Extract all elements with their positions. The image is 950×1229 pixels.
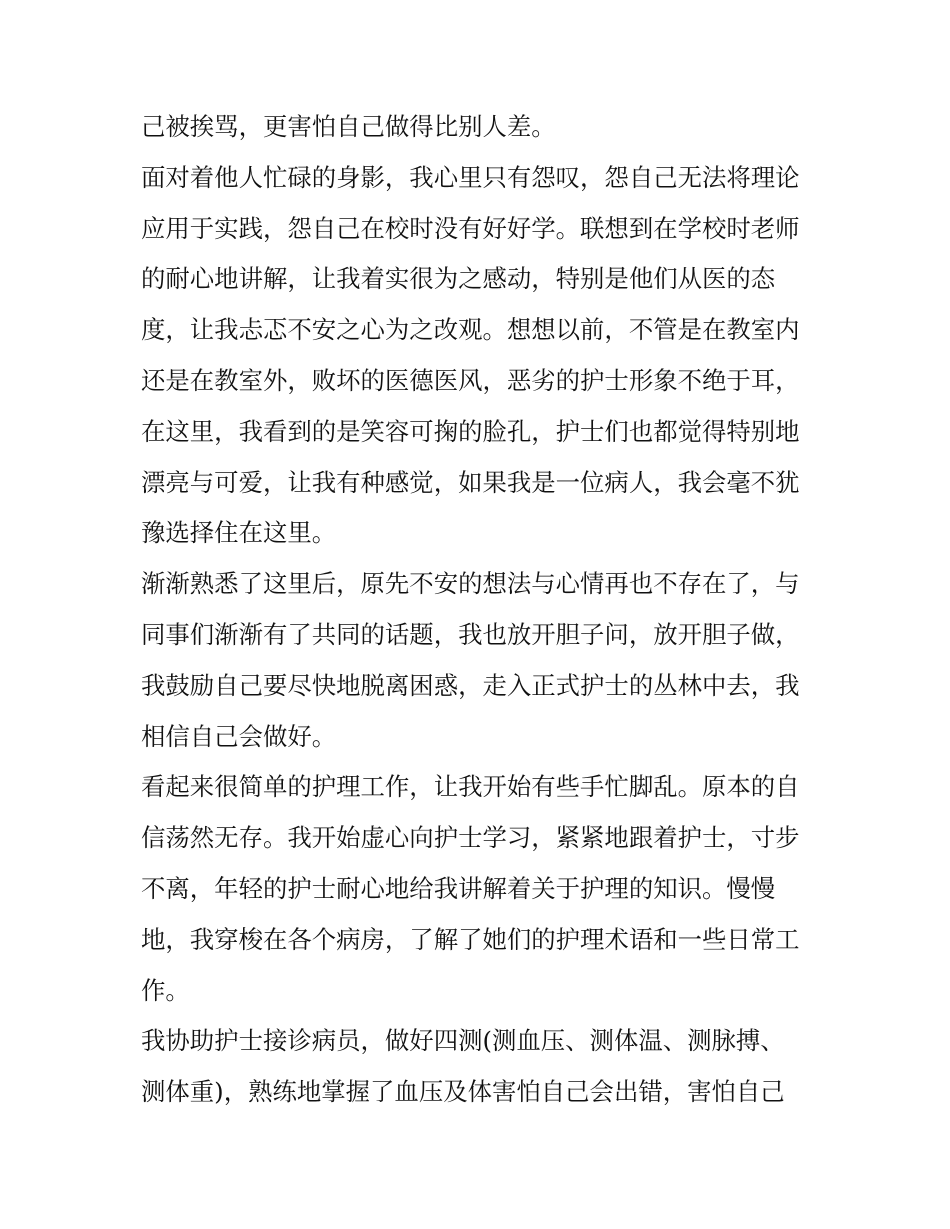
text-line: 同事们渐渐有了共同的话题，我也放开胆子问，放开胆子做，: [141, 619, 800, 649]
text-line: 应用于实践，怨自己在校时没有好好学。联想到在学校时老师: [141, 213, 800, 243]
text-line: 相信自己会做好。: [141, 721, 337, 751]
body-text: [141, 102, 816, 1118]
text-line: 渐渐熟悉了这里后，原先不安的想法与心情再也不存在了，与: [141, 569, 800, 599]
text-line: 在这里，我看到的是笑容可掬的脸孔，护士们也都觉得特别地: [141, 416, 800, 446]
text-line: 的耐心地讲解，让我着实很为之感动，特别是他们从医的态: [141, 264, 776, 294]
text-line: 不离，年轻的护士耐心地给我讲解着关于护理的知识。慢慢: [141, 873, 776, 903]
text-line: 测体重)，熟练地掌握了血压及体害怕自己会出错，害怕自己: [141, 1077, 785, 1107]
text-line: 己被挨骂，更害怕自己做得比别人差。: [141, 112, 556, 141]
text-line: 信荡然无存。我开始虚心向护士学习，紧紧地跟着护士，寸步: [141, 823, 800, 853]
text-line: 作。: [141, 975, 190, 1005]
text-line: 我协助护士接诊病员，做好四测(测血压、测体温、测脉搏、: [141, 1026, 785, 1056]
text-line: 我鼓励自己要尽快地脱离困惑，走入正式护士的丛林中去，我: [141, 670, 800, 700]
text-line: 度，让我忐忑不安之心为之改观。想想以前，不管是在教室内: [141, 315, 800, 345]
text-line: 看起来很简单的护理工作，让我开始有些手忙脚乱。原本的自: [141, 772, 800, 802]
text-line: 地，我穿梭在各个病房，了解了她们的护理术语和一些日常工: [141, 924, 800, 954]
text-line: 豫选择住在这里。: [141, 518, 337, 548]
text-line: 还是在教室外，败坏的医德医风，恶劣的护士形象不绝于耳，: [141, 365, 800, 395]
text-line: 漂亮与可爱，让我有种感觉，如果我是一位病人，我会毫不犹: [141, 467, 800, 497]
text-line: 面对着他人忙碌的身影，我心里只有怨叹，怨自己无法将理论: [141, 162, 800, 192]
